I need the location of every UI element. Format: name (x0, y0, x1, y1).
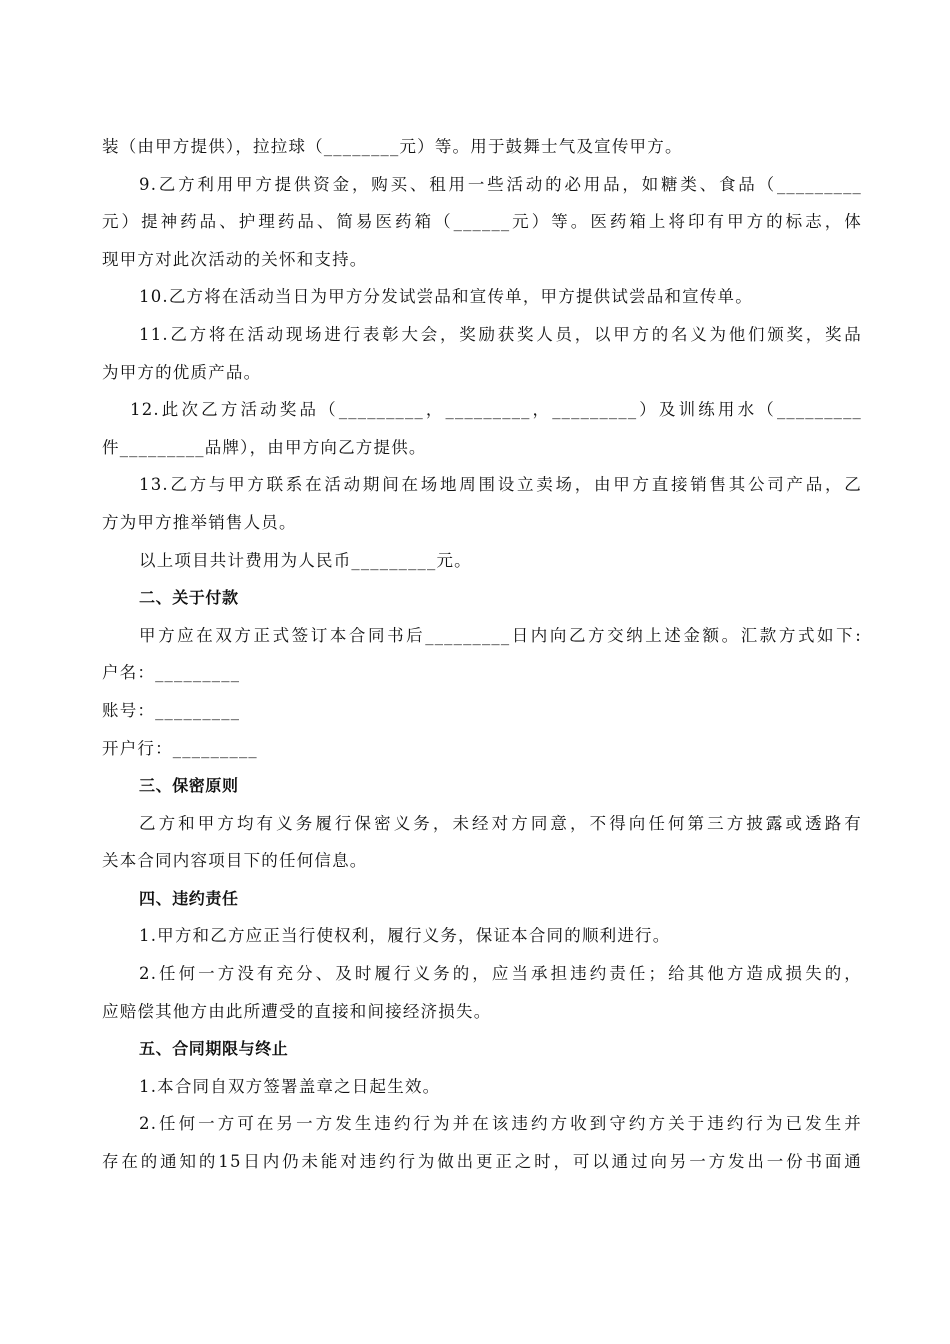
breach-item-1: 1.甲方和乙方应正当行使权利，履行义务，保证本合同的顺利进行。 (139, 926, 671, 946)
item-10: 10.乙方将在活动当日为甲方分发试尝品和宣传单，甲方提供试尝品和宣传单。 (139, 287, 753, 307)
payment-terms: 甲方应在双方正式签订本合同书后_________日内向乙方交纳上述金额。汇款方式如下: (139, 625, 862, 645)
account-bank: 开户行：_________ (102, 738, 258, 758)
item-13-line-1: 13.乙方与甲方联系在活动期间在场地周围设立卖场，由甲方直接销售其公司产品，乙 (139, 475, 862, 495)
item-11-line-1: 11.乙方将在活动现场进行表彰大会，奖励获奖人员，以甲方的名义为他们颁奖，奖品 (139, 324, 862, 344)
section-heading-payment: 二、关于付款 (139, 588, 239, 608)
breach-item-2-line-2: 应赔偿其他方由此所遭受的直接和间接经济损失。 (102, 1001, 492, 1021)
breach-item-2-line-1: 2.任何一方没有充分、及时履行义务的，应当承担违约责任；给其他方造成损失的， (139, 964, 862, 984)
item-12-line-1: 12.此次乙方活动奖品（_________，_________，_________）及训练用水（_________ (130, 400, 862, 420)
item-9-line-3: 现甲方对此次活动的关怀和支持。 (102, 249, 368, 269)
item-9-line-2: 元）提神药品、护理药品、简易医药箱（______元）等。医药箱上将印有甲方的标志，体 (102, 212, 862, 232)
account-number: 账号：_________ (102, 700, 241, 720)
section-heading-term: 五、合同期限与终止 (139, 1039, 289, 1059)
item-11-line-2: 为甲方的优质产品。 (102, 362, 262, 382)
item-13-line-2: 方为甲方推举销售人员。 (102, 512, 297, 532)
confidentiality-line-1: 乙方和甲方均有义务履行保密义务，未经对方同意，不得向任何第三方披露或透路有 (139, 813, 862, 833)
term-item-2-line-1: 2.任何一方可在另一方发生违约行为并在该违约方收到守约方关于违约行为已发生并 (139, 1114, 862, 1134)
term-item-1: 1.本合同自双方签署盖章之日起生效。 (139, 1076, 441, 1096)
total-cost: 以上项目共计费用为人民币_________元。 (139, 550, 472, 570)
confidentiality-line-2: 关本合同内容项目下的任何信息。 (102, 851, 368, 871)
item-12-line-2: 件_________品牌），由甲方向乙方提供。 (102, 437, 427, 457)
section-heading-breach: 四、违约责任 (139, 888, 239, 908)
account-name: 户名：_________ (102, 663, 241, 683)
term-item-2-line-2: 存在的通知的15日内仍未能对违约行为做出更正之时，可以通过向另一方发出一份书面通 (102, 1152, 862, 1172)
item-8-continuation: 装（由甲方提供），拉拉球（________元）等。用于鼓舞士气及宣传甲方。 (102, 137, 683, 156)
item-9-line-1: 9.乙方利用甲方提供资金，购买、租用一些活动的必用品，如糖类、食品（_________ (139, 174, 862, 194)
contract-body (102, 128, 862, 1181)
section-heading-confidentiality: 三、保密原则 (139, 776, 239, 796)
